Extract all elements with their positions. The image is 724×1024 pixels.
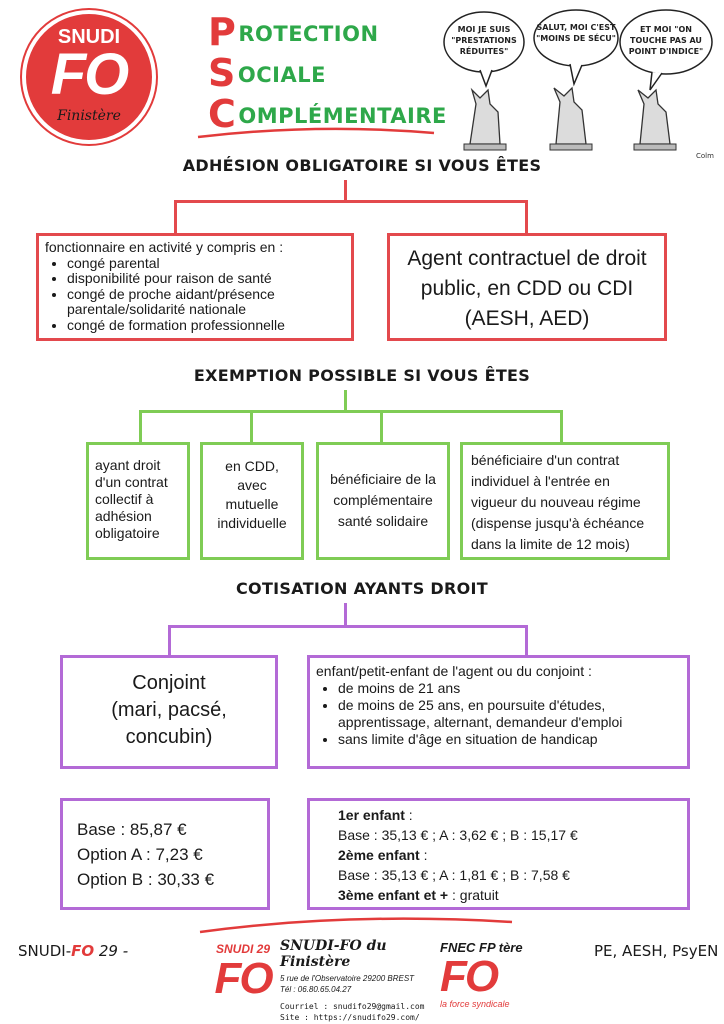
exemption-connector-3 xyxy=(380,410,383,443)
title-line-3: COMPLÉMENTAIRE xyxy=(208,92,447,136)
list-item: • disponibilité pour raison de santé xyxy=(67,271,345,287)
exemption-connector-4 xyxy=(560,410,563,443)
org-address: 5 rue de l'Observatoire 29200 BREST xyxy=(280,974,415,983)
exemption-box-4 xyxy=(460,442,670,560)
bubble-2-text: SALUT, MOI C'EST "MOINS DE SÉCU" xyxy=(536,23,616,43)
conjoint-title: Conjoint xyxy=(132,672,206,694)
adhesion-connector-bar xyxy=(174,200,528,203)
badge-top-text: SNUDI 29 xyxy=(215,942,271,956)
title-line-1: PROTECTION xyxy=(208,10,379,54)
list-item: • congé de proche aidant/présence parentale/solidarité nationale xyxy=(67,287,345,318)
snudi29-badge xyxy=(212,942,274,1012)
footer-swoosh xyxy=(196,912,516,936)
list-item: • sans limite d'âge en situation de handicap xyxy=(338,731,681,748)
bubble-1-text: MOI JE SUIS "PRESTATIONS RÉDUITES" xyxy=(451,25,517,56)
price-line: Option A : 7,23 € xyxy=(77,845,203,864)
fnec-title: FNEC FP tère xyxy=(440,940,523,955)
enfant-list xyxy=(316,680,681,748)
exemption-text-4: bénéficiaire d'un contrat individuel à l'entrée en vigueur du nouveau régime (dispense jusqu'à échéance dans la limite de 12 mois) xyxy=(471,452,645,552)
list-item: • de moins de 25 ans, en poursuite d'études, apprentissage, alternant, demandeur d'emploi xyxy=(338,697,681,731)
conjoint-detail: (mari, pacsé, concubin) xyxy=(111,699,227,748)
fnec-fo: FO xyxy=(440,952,498,1001)
cotisation-connector-stem xyxy=(344,603,347,627)
bubble-3-text: ET MOI "ON TOUCHE PAS AU POINT D'INDICE" xyxy=(628,25,704,56)
conjoint-prices-box xyxy=(60,798,270,910)
exemption-box-3 xyxy=(316,442,450,560)
cotisation-connector-bar xyxy=(168,625,528,628)
child-price-2-label: 2ème enfant : xyxy=(338,847,428,863)
adhesion-right-text: Agent contractuel de droit public, en CDD ou CDI (AESH, AED) xyxy=(407,247,647,330)
cartoon-signature: Colm xyxy=(696,152,714,160)
exemption-connector-1 xyxy=(139,410,142,443)
enfant-intro: enfant/petit-enfant de l'agent ou du conjoint : xyxy=(316,663,592,679)
footer-contact-block xyxy=(280,938,440,1022)
cotisation-heading: COTISATION AYANTS DROIT xyxy=(236,579,488,598)
child-price-1-detail: Base : 35,13 € ; A : 3,62 € ; B : 15,17 € xyxy=(338,827,578,843)
adhesion-connector-left xyxy=(174,200,177,234)
org-tel: Tél : 06.80.65.04.27 xyxy=(280,985,352,994)
exemption-box-2 xyxy=(200,442,304,560)
list-item: • de moins de 21 ans xyxy=(338,680,681,697)
logo-region-text: Finistère xyxy=(57,108,121,124)
footer-right-text: PE, AESH, PsyEN xyxy=(594,942,719,960)
adhesion-box-contractuel xyxy=(387,233,667,341)
child-prices-box xyxy=(307,798,690,910)
logo-snudi-text: SNUDI xyxy=(57,26,121,48)
cartoon-illustration xyxy=(440,4,718,164)
price-line: Base : 85,87 € xyxy=(77,820,187,839)
fnec-fp-badge xyxy=(440,940,540,1014)
price-line: Option B : 30,33 € xyxy=(77,870,215,889)
exemption-text-3: bénéficiaire de la complémentaire santé solidaire xyxy=(330,471,436,529)
child-price-3-label: 3ème enfant et + : gratuit xyxy=(338,887,499,903)
org-email[interactable]: Courriel : snudifo29@gmail.com xyxy=(280,1002,425,1011)
conjoint-box xyxy=(60,655,278,769)
org-title: SNUDI-FO du Finistère xyxy=(280,938,387,970)
exemption-text-1: ayant droit d'un contrat collectif à adhésion obligatoire xyxy=(95,457,168,541)
adhesion-left-intro: fonctionnaire en activité y compris en : xyxy=(45,239,284,255)
list-item: • congé de formation professionnelle xyxy=(67,318,345,334)
cotisation-connector-right xyxy=(525,625,528,656)
title-line-2: SOCIALE xyxy=(208,51,326,95)
exemption-box-1 xyxy=(86,442,190,560)
exemption-connector-bar xyxy=(139,410,563,413)
adhesion-heading: ADHÉSION OBLIGATOIRE SI VOUS ÊTES xyxy=(182,156,542,175)
exemption-connector-2 xyxy=(250,410,253,443)
org-site[interactable]: Site : https://snudifo29.com/ xyxy=(280,1013,420,1022)
list-item: • congé parental xyxy=(67,256,345,272)
exemption-connector-stem xyxy=(344,390,347,412)
adhesion-left-list xyxy=(45,256,345,334)
enfant-box xyxy=(307,655,690,769)
footer-left-text: SNUDI-FO 29 - xyxy=(18,942,129,960)
child-price-2-detail: Base : 35,13 € ; A : 1,81 € ; B : 7,58 € xyxy=(338,867,570,883)
fnec-slogan: la force syndicale xyxy=(440,999,510,1009)
badge-fo-text: FO xyxy=(214,954,272,1003)
child-price-1-label: 1er enfant : xyxy=(338,807,413,823)
adhesion-connector-stem xyxy=(344,180,347,202)
adhesion-box-fonctionnaire xyxy=(36,233,354,341)
adhesion-connector-right xyxy=(525,200,528,234)
exemption-text-2: en CDD, avec mutuelle individuelle xyxy=(217,458,287,531)
logo-fo-text: FO xyxy=(50,42,128,107)
cotisation-connector-left xyxy=(168,625,171,656)
title-underline xyxy=(196,125,436,139)
exemption-heading: EXEMPTION POSSIBLE SI VOUS ÊTES xyxy=(193,366,531,385)
